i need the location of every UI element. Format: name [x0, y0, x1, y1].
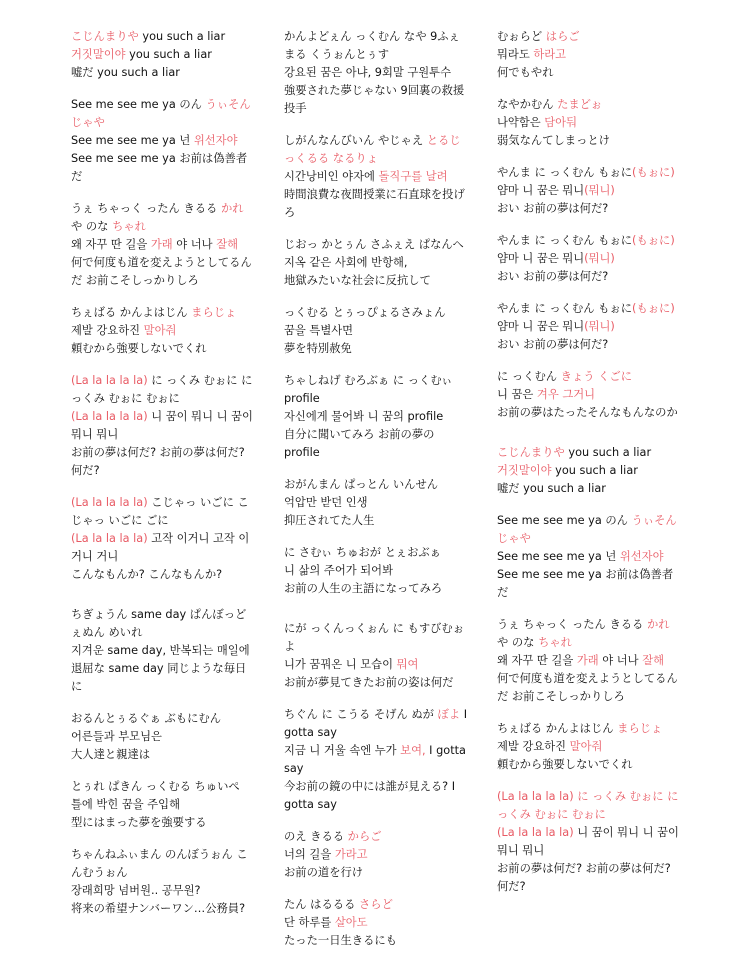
lyric-text: のえ きるる: [284, 830, 348, 843]
lyric-line-korean: [497, 652, 683, 670]
lyric-stanza: [284, 372, 470, 462]
lyric-text: 何で何度も道を変えようとしてるんだ お前こそしっかりしろ: [71, 256, 252, 287]
lyric-text: に さむぃ ちゅおが とぇおぶぁ: [284, 546, 441, 559]
lyric-line-romanized: [284, 896, 470, 914]
highlighted-text: こじんまりや: [71, 30, 139, 43]
lyric-line-romanized: [284, 132, 470, 168]
highlighted-text: うぃそんじゃや: [497, 514, 677, 545]
lyric-stanza: [71, 304, 257, 358]
lyric-stanza: [284, 304, 470, 358]
lyric-line-korean: [497, 738, 683, 756]
lyric-text: 夢を特別赦免: [284, 342, 352, 355]
lyric-text: you such a liar: [564, 446, 652, 459]
highlighted-text: 거짓말이야: [71, 48, 126, 61]
lyrics-column-3: [497, 28, 683, 910]
lyric-stanza: [497, 788, 683, 896]
lyric-line-japanese: [497, 336, 683, 354]
highlighted-text: (La la la la la): [71, 496, 148, 509]
lyric-text: See me see me ya 넌: [71, 134, 194, 147]
highlighted-text: (La la la la la): [497, 826, 574, 839]
lyric-text: 장래희망 넘버원.. 공무원?: [71, 884, 201, 897]
lyric-text: に っくむん: [497, 370, 561, 383]
lyric-line-korean: [497, 318, 683, 336]
lyric-stanza: [71, 846, 257, 918]
lyric-stanza: [497, 444, 683, 498]
lyric-text: 大人達と親達は: [71, 748, 151, 761]
lyric-line-korean: [284, 562, 470, 580]
highlighted-text: (La la la la la): [71, 532, 148, 545]
highlighted-text: 하라고: [533, 48, 567, 61]
highlighted-text: 담아둬: [544, 116, 577, 129]
lyric-text: こじゃっ いごに こじゃっ いごに ごに: [71, 496, 249, 527]
lyric-stanza: [284, 476, 470, 530]
lyric-line-korean: [284, 914, 470, 932]
lyric-text: しがんなんびいん やじゃえ: [284, 134, 427, 147]
highlighted-text: 보여,: [400, 744, 426, 757]
lyric-line-japanese: [497, 860, 683, 896]
lyric-text: に っくみ むぉに に っくみ むぉに むぉに: [71, 374, 253, 405]
lyric-text: 将来の希望ナンバーワン…公務員?: [71, 902, 246, 915]
lyric-stanza: [497, 232, 683, 286]
lyric-line-romanized: [497, 368, 683, 386]
lyric-text: おい お前の夢は何だ?: [497, 338, 609, 351]
lyric-text: たった一日生きるにも: [284, 934, 397, 947]
lyric-text: 너의 길을: [284, 848, 335, 861]
lyric-line-japanese: [497, 566, 683, 602]
lyric-text: お前の夢は何だ? お前の夢は何だ? 何だ?: [71, 446, 245, 477]
lyric-line-japanese: [497, 268, 683, 286]
lyric-text: なやかむん: [497, 98, 558, 111]
lyric-line-romanized: [497, 444, 683, 462]
lyric-stanza: [284, 706, 470, 814]
lyric-line-korean: [284, 64, 470, 82]
lyric-line-romanized: [71, 778, 257, 796]
lyric-line-romanized: [71, 606, 257, 642]
lyric-text: 시간낭비인 야자에: [284, 170, 379, 183]
highlighted-text: ぼよ: [437, 708, 461, 721]
lyric-line-japanese: [284, 186, 470, 222]
lyric-text: See me see me ya お前は偽善者だ: [497, 568, 674, 599]
lyric-text: お前の人生の主語になってみろ: [284, 582, 443, 595]
lyric-text: 자신에게 물어봐 니 꿈의 profile: [284, 410, 444, 423]
lyric-stanza: [284, 28, 470, 118]
lyric-line-japanese: [284, 272, 470, 290]
lyric-text: 얌마 니 꿈은 뭐니: [497, 252, 585, 265]
highlighted-text: こじんまりや: [497, 446, 565, 459]
lyric-stanza: [71, 96, 257, 186]
lyric-stanza: [71, 28, 257, 82]
lyric-line-romanized: [284, 372, 470, 408]
lyric-text: かんよどぇん っくむん なや 9ふぇまる くうぉんとぅす: [284, 30, 460, 61]
lyric-text: ちゃしねげ むろぶぁ に っくむぃ profile: [284, 374, 453, 405]
highlighted-text: (もぉに): [632, 302, 675, 315]
lyric-line-korean: [71, 728, 257, 746]
lyric-stanza: [71, 372, 257, 480]
lyric-line-japanese: [497, 200, 683, 218]
lyric-line-korean: [284, 656, 470, 674]
lyric-text: おい お前の夢は何だ?: [497, 270, 609, 283]
highlighted-text: 돌직구를 날려: [378, 170, 448, 183]
lyric-stanza: [497, 164, 683, 218]
lyric-text: 니가 꿈꿔온 니 모습이: [284, 658, 397, 671]
lyric-text: 時間浪費な夜間授業に石直球を投げろ: [284, 188, 465, 219]
highlighted-text: 가래: [576, 654, 599, 667]
lyric-line-japanese: [497, 756, 683, 774]
lyric-text: こんなもんか? こんなもんか?: [71, 568, 223, 581]
highlighted-text: (뭐니): [584, 320, 615, 333]
lyric-text: や のな: [71, 220, 113, 233]
lyric-text: やんま に っくむん もぉに: [497, 166, 633, 179]
lyric-line-romanized: [497, 232, 683, 250]
lyric-stanza: [71, 200, 257, 290]
highlighted-text: 뭐여: [396, 658, 419, 671]
lyric-text: 왜 자꾸 딴 길을: [497, 654, 577, 667]
lyric-text: 틀에 박힌 꿈을 주입해: [71, 798, 180, 811]
lyric-text: 嘘だ you such a liar: [497, 482, 606, 495]
lyric-text: 지금 니 거울 속엔 누가: [284, 744, 401, 757]
lyric-line-korean: [284, 494, 470, 512]
lyric-stanza: [71, 494, 257, 584]
lyric-text: っくむる とぅっぴょるさみょん: [284, 306, 446, 319]
lyric-text: 억압만 받던 인생: [284, 496, 368, 509]
lyric-line-japanese: [284, 778, 470, 814]
lyric-line-romanized: [71, 710, 257, 728]
lyric-stanza: [284, 236, 470, 290]
lyric-line-romanized: [284, 544, 470, 562]
lyric-text: 弱気なんてしまっとけ: [497, 134, 610, 147]
lyric-text: 지옥 같은 사회에 반항해,: [284, 256, 408, 269]
lyric-line-korean: [284, 168, 470, 186]
lyric-line-japanese: [71, 340, 257, 358]
lyric-stanza: [497, 512, 683, 602]
lyric-line-romanized: [497, 96, 683, 114]
lyric-text: 니 꿈이 뭐니 니 꿈이 뭐니 뭐니: [71, 410, 253, 441]
lyrics-column-2: [284, 28, 470, 964]
highlighted-text: 가래: [150, 238, 173, 251]
lyric-text: 야 너나: [598, 654, 643, 667]
highlighted-text: 위선자야: [193, 134, 238, 147]
lyric-line-japanese: [284, 82, 470, 118]
lyric-stanza: [497, 28, 683, 82]
highlighted-text: 가라고: [334, 848, 368, 861]
lyric-stanza: [284, 828, 470, 882]
highlighted-text: うぃそんじゃや: [71, 98, 251, 129]
lyric-line-romanized: [71, 28, 257, 46]
lyric-text: you such a liar: [125, 48, 212, 61]
highlighted-text: かれ: [220, 202, 244, 215]
lyric-line-japanese: [284, 864, 470, 882]
lyric-line-japanese: [284, 580, 470, 598]
highlighted-text: (もぉに): [632, 234, 675, 247]
lyric-line-japanese: [71, 64, 257, 82]
lyric-text: とぅれ ぱきん っくむる ちゅいぺ: [71, 780, 240, 793]
lyric-text: you such a liar: [138, 30, 226, 43]
lyric-text: 嘘だ you such a liar: [71, 66, 180, 79]
lyric-text: にが っくんっくぉん に もすびむぉよ: [284, 622, 465, 653]
lyric-text: 自分に聞いてみろ お前の夢のprofile: [284, 428, 435, 459]
lyric-line-korean: [71, 322, 257, 340]
lyric-line-japanese: [284, 932, 470, 950]
lyric-text: you such a liar: [551, 464, 638, 477]
lyric-text: 제발 강요하진: [71, 324, 144, 337]
lyric-text: 얌마 니 꿈은 뭐니: [497, 320, 585, 333]
lyric-text: 나약함은: [497, 116, 545, 129]
highlighted-text: 거짓말이야: [497, 464, 552, 477]
lyric-line-romanized: [497, 512, 683, 548]
lyric-text: 地獄みたいな社会に反抗して: [284, 274, 431, 287]
highlighted-text: (뭐니): [584, 252, 615, 265]
lyric-text: See me see me ya 넌: [497, 550, 620, 563]
lyric-text: やんま に っくむん もぉに: [497, 234, 633, 247]
lyric-text: 강요된 꿈은 아냐, 9회말 구원투수: [284, 66, 452, 79]
lyric-text: See me see me ya のん: [71, 98, 206, 111]
lyric-line-romanized: [497, 720, 683, 738]
lyric-line-japanese: [71, 566, 257, 584]
lyric-text: や のな: [497, 636, 539, 649]
highlighted-text: からご: [347, 830, 382, 843]
highlighted-text: 겨우 그거니: [536, 388, 596, 401]
lyric-text: 어른들과 부모님은: [71, 730, 162, 743]
lyric-text: 니 꿈이 뭐니 니 꿈이 뭐니 뭐니: [497, 826, 679, 857]
lyric-line-korean: [284, 846, 470, 864]
lyric-line-romanized: [497, 788, 683, 824]
lyric-text: 何でもやれ: [497, 66, 554, 79]
highlighted-text: (뭐니): [584, 184, 615, 197]
lyric-text: 니 삶의 주어가 되어봐: [284, 564, 393, 577]
lyric-stanza: [284, 544, 470, 598]
lyric-line-romanized: [284, 304, 470, 322]
highlighted-text: かれ: [646, 618, 670, 631]
lyric-line-romanized: [71, 372, 257, 408]
lyric-text: おい お前の夢は何だ?: [497, 202, 609, 215]
lyric-line-korean: [497, 548, 683, 566]
lyric-line-romanized: [71, 96, 257, 132]
lyric-line-korean: [71, 46, 257, 64]
lyric-text: お前の道を行け: [284, 866, 364, 879]
lyric-line-romanized: [497, 164, 683, 182]
highlighted-text: (もぉに): [632, 166, 675, 179]
highlighted-text: とるじっくるる なるりょ: [284, 134, 461, 165]
lyric-text: 頼むから強要しないでくれ: [497, 758, 633, 771]
lyric-text: じおっ かとぅん さふぇえ ぱなんへ: [284, 238, 464, 251]
lyric-stanza: [71, 606, 257, 696]
highlighted-text: はらご: [545, 30, 580, 43]
lyric-text: 型にはまった夢を強要する: [71, 816, 207, 829]
lyric-text: お前の夢はたったそんなもんなのか: [497, 406, 678, 419]
lyric-text: おがんまん ぱっとん いんせん: [284, 478, 439, 491]
lyric-text: 지겨운 same day, 반복되는 매일에: [71, 644, 250, 657]
lyric-text: 고작 이거니 고작 이거니 거니: [71, 532, 250, 563]
lyric-line-korean: [497, 462, 683, 480]
lyrics-column-1: [71, 28, 257, 932]
lyric-text: 왜 자꾸 딴 길을: [71, 238, 151, 251]
lyric-text: お前が夢見てきたお前の姿は何だ: [284, 676, 454, 689]
lyric-stanza: [497, 616, 683, 706]
lyric-line-korean: [71, 530, 257, 566]
lyric-text: ちゃんねふぃまん のんぼうぉん こんむうぉん: [71, 848, 248, 879]
lyric-line-romanized: [71, 200, 257, 236]
lyric-text: ちぇばる かんよはじん: [71, 306, 192, 319]
lyric-text: おるんとぅるぐぁ ぶもにむん: [71, 712, 221, 725]
lyric-line-korean: [497, 182, 683, 200]
lyric-text: 뭐라도: [497, 48, 534, 61]
lyric-line-korean: [71, 132, 257, 150]
lyric-line-korean: [71, 642, 257, 660]
lyric-line-japanese: [71, 900, 257, 918]
lyric-line-korean: [284, 742, 470, 778]
lyric-text: 抑圧されてた人生: [284, 514, 375, 527]
highlighted-text: 잘해: [642, 654, 665, 667]
highlighted-text: ちゃれ: [112, 220, 146, 233]
highlighted-text: 살아도: [334, 916, 368, 929]
lyric-stanza: [284, 620, 470, 692]
lyric-stanza: [497, 720, 683, 774]
lyric-line-korean: [497, 46, 683, 64]
highlighted-text: さらど: [358, 898, 393, 911]
lyric-text: 제발 강요하진: [497, 740, 570, 753]
lyric-line-korean: [497, 250, 683, 268]
lyric-line-romanized: [284, 28, 470, 64]
lyric-line-romanized: [284, 476, 470, 494]
lyric-line-korean: [71, 408, 257, 444]
lyric-line-romanized: [284, 706, 470, 742]
lyric-stanza: [497, 368, 683, 422]
lyric-stanza: [71, 710, 257, 764]
lyric-line-romanized: [497, 28, 683, 46]
lyric-stanza: [71, 778, 257, 832]
lyric-text: やんま に っくむん もぉに: [497, 302, 633, 315]
lyric-text: たん はるるる: [284, 898, 359, 911]
lyric-text: 強要された夢じゃない 9回裏の救援投手: [284, 84, 465, 115]
lyric-line-korean: [71, 236, 257, 254]
lyric-text: 退屈な same day 同じような毎日に: [71, 662, 247, 693]
lyric-text: 야 너나: [172, 238, 217, 251]
lyric-line-japanese: [497, 64, 683, 82]
lyric-line-korean: [284, 408, 470, 426]
lyric-text: 얌마 니 꿈은 뭐니: [497, 184, 585, 197]
lyric-line-romanized: [71, 304, 257, 322]
lyric-line-japanese: [284, 674, 470, 692]
lyric-line-japanese: [284, 340, 470, 358]
lyric-line-korean: [71, 796, 257, 814]
lyric-line-romanized: [71, 494, 257, 530]
lyric-stanza: [284, 132, 470, 222]
lyric-text: ちぇばる かんよはじん: [497, 722, 618, 735]
lyric-line-japanese: [497, 480, 683, 498]
highlighted-text: まらじょ: [617, 722, 663, 735]
lyric-line-japanese: [71, 660, 257, 696]
lyric-line-japanese: [497, 132, 683, 150]
lyric-line-korean: [284, 254, 470, 272]
lyric-stanza: [284, 896, 470, 950]
lyric-text: 今お前の鏡の中には誰が見える? I gotta say: [284, 780, 456, 811]
lyric-stanza: [497, 300, 683, 354]
lyric-line-romanized: [497, 300, 683, 318]
lyric-line-japanese: [71, 444, 257, 480]
lyric-line-korean: [497, 114, 683, 132]
lyric-text: 니 꿈은: [497, 388, 537, 401]
lyric-line-romanized: [284, 828, 470, 846]
highlighted-text: きょう くごに: [560, 370, 633, 383]
lyric-line-japanese: [71, 150, 257, 186]
lyric-text: I gotta say: [284, 708, 468, 739]
lyric-line-romanized: [71, 846, 257, 882]
lyric-line-japanese: [71, 254, 257, 290]
lyric-text: むぉらど: [497, 30, 546, 43]
lyric-text: 頼むから強要しないでくれ: [71, 342, 207, 355]
lyric-text: うぇ ちゃっく ったん きるる: [71, 202, 221, 215]
highlighted-text: ちゃれ: [538, 636, 572, 649]
lyric-line-korean: [497, 386, 683, 404]
lyric-line-japanese: [71, 814, 257, 832]
lyric-text: 꿈을 특별사면: [284, 324, 354, 337]
lyric-line-japanese: [497, 404, 683, 422]
lyric-text: ちぎょうん same day ぱんぼっどぇぬん めいれ: [71, 608, 247, 639]
lyric-text: 何で何度も道を変えようとしてるんだ お前こそしっかりしろ: [497, 672, 678, 703]
lyric-line-korean: [71, 882, 257, 900]
highlighted-text: 잘해: [216, 238, 239, 251]
lyric-stanza: [497, 96, 683, 150]
lyric-line-korean: [284, 322, 470, 340]
highlighted-text: まらじょ: [191, 306, 237, 319]
lyric-line-japanese: [71, 746, 257, 764]
highlighted-text: 말아줘: [143, 324, 177, 337]
lyric-line-japanese: [284, 512, 470, 530]
lyric-line-japanese: [284, 426, 470, 462]
lyric-text: See me see me ya のん: [497, 514, 632, 527]
lyric-text: 단 하루를: [284, 916, 335, 929]
highlighted-text: 말아줘: [569, 740, 603, 753]
lyric-line-romanized: [284, 236, 470, 254]
highlighted-text: (La la la la la) に っくみ むぉに に っくみ むぉに むぉに: [497, 790, 679, 821]
lyric-line-romanized: [284, 620, 470, 656]
lyric-text: お前の夢は何だ? お前の夢は何だ? 何だ?: [497, 862, 671, 893]
lyric-text: ちぐん に こうる そげん ぬが: [284, 708, 438, 721]
highlighted-text: (La la la la la): [71, 374, 148, 387]
lyric-text: See me see me ya お前は偽善者だ: [71, 152, 248, 183]
highlighted-text: (La la la la la): [71, 410, 148, 423]
lyric-text: うぇ ちゃっく ったん きるる: [497, 618, 647, 631]
lyric-line-romanized: [497, 616, 683, 652]
lyric-text: I gotta say: [284, 744, 466, 775]
lyric-line-japanese: [497, 670, 683, 706]
lyric-line-korean: [497, 824, 683, 860]
highlighted-text: たまどぉ: [557, 98, 603, 111]
highlighted-text: 위선자야: [619, 550, 664, 563]
